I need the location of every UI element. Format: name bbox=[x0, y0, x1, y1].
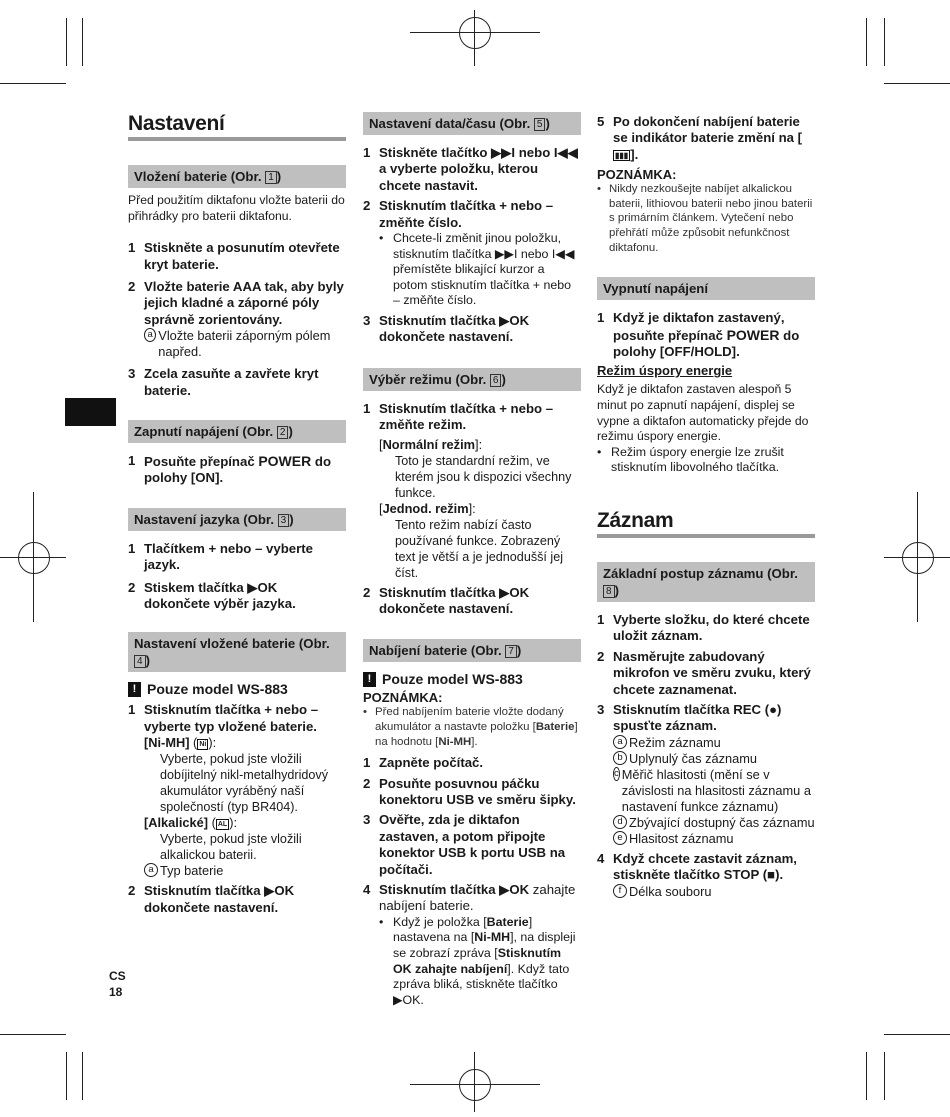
sub-item: f Délka souboru bbox=[597, 884, 815, 900]
battery-nimh-icon: Ni bbox=[199, 741, 207, 749]
step: 3 Stisknutím tlačítka ▶OK dokončete nastavení. bbox=[363, 313, 530, 345]
note: • Nikdy nezkoušejte nabíjet alkalickou baterii, lithiovou baterii nebo jinou baterii s primárním článkem. Vytečení nebo přehřátí může způsobit nefunkčnost diktafonu. bbox=[597, 183, 813, 254]
alkaline-desc: Vyberte, pokud jste vložili alkalickou baterii. bbox=[160, 832, 302, 863]
heading-battery-type: Nastavení vložené baterie (Obr. 4 ) bbox=[128, 632, 346, 672]
page-number bbox=[109, 968, 126, 1000]
column-2 bbox=[363, 112, 581, 1008]
sleep-mode-text: Když je diktafon zastaven alespoň 5 minut po zapnutí napájení, displej se vypne a diktafon automaticky přejde do režimu úspory energie. bbox=[597, 382, 809, 444]
crop-mark bbox=[884, 83, 950, 84]
crop-mark bbox=[884, 1034, 950, 1035]
step: 2 Nasměrujte zabudovaný mikrofon ve směru zvuku, který chcete zaznamenat. bbox=[597, 648, 811, 697]
bullet: • Když je položka [Baterie] nastavena na [Ni-MH], na displeji se zobrazí zpráva [Stisknutím OK zahajte nabíjení]. Když tato zpráva bliká, stiskněte tlačítko ▶OK. bbox=[379, 914, 576, 1007]
sub-item: e Hlasitost záznamu bbox=[597, 831, 815, 847]
crop-mark bbox=[884, 1052, 885, 1100]
step: 2 Stisknutím tlačítka + nebo – změňte číslo. bbox=[363, 198, 554, 230]
registration-mark bbox=[917, 492, 918, 622]
step: 2 Posuňte posuvnou páčku konektoru USB ve směru šipky. bbox=[363, 775, 576, 808]
registration-mark bbox=[902, 542, 934, 574]
heading-power-on: Zapnutí napájení (Obr. 2 ) bbox=[128, 420, 346, 443]
section-title-recording: Záznam bbox=[597, 509, 815, 538]
section-thumb-tab bbox=[65, 398, 116, 426]
model-warning: ! Pouze model WS-883 bbox=[128, 680, 346, 698]
registration-mark bbox=[18, 542, 50, 574]
registration-mark bbox=[410, 1084, 540, 1085]
heading-mode: Výběr režimu (Obr. 6 ) bbox=[363, 368, 581, 391]
note: • Před nabíjením baterie vložte dodaný akumulátor a nastavte položku [Baterie] na hodnotu [Ni-MH]. bbox=[363, 706, 578, 748]
sub-item: a Typ baterie bbox=[128, 863, 346, 879]
exclamation-icon: ! bbox=[128, 682, 141, 697]
battery-alkaline-icon: AL bbox=[217, 821, 228, 829]
page-num: 18 bbox=[109, 985, 123, 999]
section-title-settings: Nastavení bbox=[128, 112, 346, 141]
step: 1 Zapněte počítač. bbox=[363, 755, 484, 771]
sub-item: a Vložte baterii záporným pólem napřed. bbox=[128, 328, 346, 360]
crop-mark bbox=[884, 18, 885, 66]
sub-item: d Zbývající dostupný čas záznamu bbox=[597, 815, 815, 831]
registration-mark bbox=[410, 32, 540, 33]
crop-mark bbox=[82, 1052, 83, 1100]
step: 1 Když je diktafon zastavený, posuňte přepínač POWER do polohy [OFF/HOLD]. bbox=[597, 310, 800, 359]
crop-mark bbox=[866, 18, 867, 66]
crop-mark bbox=[82, 18, 83, 66]
step: 2 Stiskem tlačítka ▶OK dokončete výběr jazyka. bbox=[128, 579, 296, 612]
language-code: CS bbox=[109, 969, 126, 983]
step: 1 Stiskněte a posunutím otevřete kryt baterie. bbox=[128, 240, 340, 272]
battery-full-icon: ▮▮▮ bbox=[615, 150, 629, 160]
step: 3 Zcela zasuňte a zavřete kryt baterie. bbox=[128, 366, 319, 398]
step: 3 Ověřte, zda je diktafon zastaven, a potom připojte konektor USB k portu USB na počítači. bbox=[363, 812, 566, 877]
registration-mark bbox=[459, 1069, 491, 1101]
crop-mark bbox=[0, 83, 66, 84]
step: 1 Stisknutím tlačítka + nebo – vyberte typ vložené baterie. bbox=[128, 702, 319, 734]
step: 1 Posuňte přepínač POWER do polohy [ON]. bbox=[128, 453, 331, 486]
alkaline-option: [Alkalické] ( AL ): bbox=[144, 815, 238, 831]
step: 4 Stisknutím tlačítka ▶OK zahajte nabíjení baterie. bbox=[363, 882, 576, 914]
heading-language: Nastavení jazyka (Obr. 3 ) bbox=[128, 508, 346, 531]
model-warning: ! Pouze model WS-883 bbox=[363, 670, 581, 688]
simple-mode-desc: Tento režim nabízí často používané funkce. Zobrazený text je větší a je jednodušší jej číst. bbox=[395, 517, 564, 580]
bullet: • Chcete-li změnit jinou položku, stisknutím tlačítka ▶▶I nebo I◀◀ přemístěte blikající kurzor a potom stisknutím tlačítka + nebo – změňte číslo. bbox=[379, 231, 575, 308]
crop-mark bbox=[66, 18, 67, 66]
sleep-mode-title: Režim úspory energie bbox=[597, 363, 733, 379]
nimh-option: [Ni-MH] ( Ni ): bbox=[144, 735, 217, 751]
sub-item: b Uplynulý čas záznamu bbox=[597, 751, 815, 767]
registration-mark bbox=[459, 17, 491, 49]
note-title: POZNÁMKA: bbox=[363, 690, 443, 706]
step: 1 Vyberte složku, do které chcete uložit záznam. bbox=[597, 611, 810, 644]
note-title: POZNÁMKA: bbox=[597, 167, 677, 183]
heading-battery-insert: Vložení baterie (Obr. 1 ) bbox=[128, 165, 346, 188]
heading-power-off: Vypnutí napájení bbox=[597, 277, 815, 300]
registration-mark bbox=[33, 492, 34, 622]
crop-mark bbox=[66, 1052, 67, 1100]
exclamation-icon: ! bbox=[363, 672, 376, 687]
step: 1 Stisknutím tlačítka + nebo – změňte režim. bbox=[363, 400, 554, 433]
step: 2 Stisknutím tlačítka ▶OK dokončete nastavení. bbox=[363, 584, 530, 617]
step: 3 Stisknutím tlačítka REC (●) spusťte záznam. bbox=[597, 702, 782, 734]
crop-mark bbox=[866, 1052, 867, 1100]
step: 2 Vložte baterie AAA tak, aby byly jejich kladné a záporné póly správně zorientovány. bbox=[128, 279, 344, 327]
step: 4 Když chcete zastavit záznam, stiskněte tlačítko STOP (■). bbox=[597, 850, 797, 883]
step: 2 Stisknutím tlačítka ▶OK dokončete nastavení. bbox=[128, 883, 295, 915]
column-3 bbox=[597, 114, 815, 900]
sub-item: c Měřič hlasitosti (mění se v závislosti na hlasitosti záznamu a nastavení funkce záznamu) bbox=[614, 766, 811, 814]
column-1 bbox=[128, 112, 346, 916]
step: 1 Stiskněte tlačítko ▶▶I nebo I◀◀ a vyberte položku, kterou chcete nastavit. bbox=[363, 145, 578, 193]
registration-mark bbox=[474, 1052, 475, 1112]
heading-date-time: Nastavení data/času (Obr. 5 ) bbox=[363, 112, 581, 135]
sub-item: a Režim záznamu bbox=[597, 735, 815, 751]
nimh-desc: Vyberte, pokud jste vložili dobíjitelný nikl-metalhydridový akumulátor vyráběný naší společností (typ BR404). bbox=[160, 752, 328, 815]
battery-intro: Před použitím diktafonu vložte baterii do přihrádky pro baterii diktafonu. bbox=[128, 193, 345, 223]
registration-mark bbox=[474, 10, 475, 66]
normal-mode-label: [Normální režim]: bbox=[379, 436, 483, 452]
heading-charging: Nabíjení baterie (Obr. 7 ) bbox=[363, 639, 581, 662]
bullet: • Režim úspory energie lze zrušit stisknutím libovolného tlačítka. bbox=[597, 444, 784, 475]
step: 1 Tlačítkem + nebo – vyberte jazyk. bbox=[128, 540, 313, 573]
simple-mode-label: [Jednod. režim]: bbox=[379, 500, 476, 516]
crop-mark bbox=[0, 1034, 66, 1035]
heading-record-basic: Základní postup záznamu (Obr. 8 ) bbox=[597, 562, 815, 602]
step: 5 Po dokončení nabíjení baterie se indikátor baterie změní na [▮▮▮ ]. bbox=[597, 114, 803, 162]
normal-mode-desc: Toto je standardní režim, ve kterém jsou k dispozici všechny funkce. bbox=[395, 453, 572, 500]
